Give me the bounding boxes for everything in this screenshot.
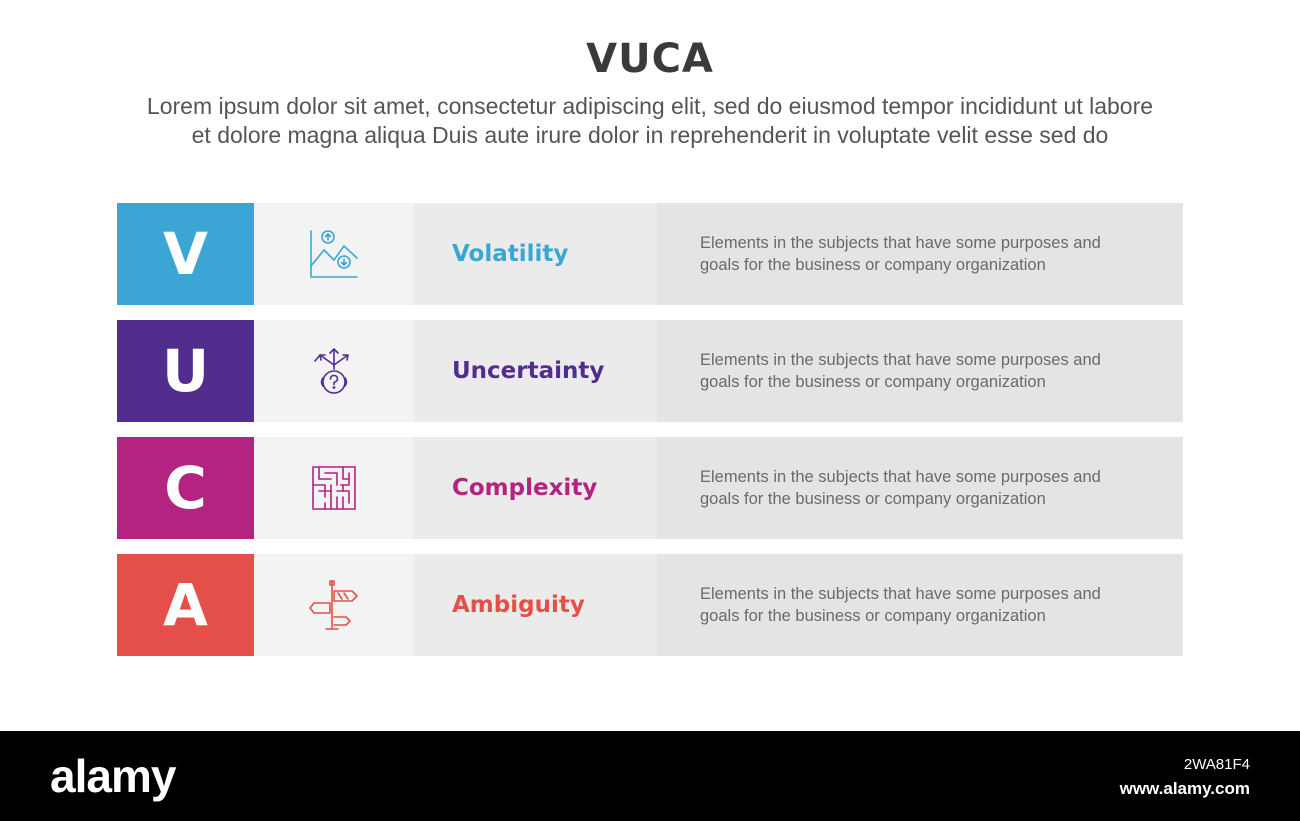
page-subtitle — [40, 92, 1260, 150]
vuca-rows — [117, 203, 1183, 671]
chart-up-down-icon — [308, 228, 360, 280]
description-line-2: goals for the business or company organization — [700, 607, 1046, 625]
description-cell — [657, 437, 1183, 539]
row-uncertainty — [117, 320, 1183, 422]
letter-block-c: C — [117, 437, 254, 539]
description-cell — [657, 203, 1183, 305]
label-ambiguity: Ambiguity — [414, 554, 657, 656]
label-complexity: Complexity — [414, 437, 657, 539]
footer-url: www.alamy.com — [1119, 779, 1250, 798]
letter-block-a: A — [117, 554, 254, 656]
icon-cell — [254, 554, 414, 656]
image-id: 2WA81F4 — [1183, 756, 1250, 773]
description-line-1: Elements in the subjects that have some purposes and — [700, 234, 1101, 252]
page-title: VUCA — [586, 36, 714, 82]
description-line-2: goals for the business or company organization — [700, 490, 1046, 508]
subtitle-line-2: et dolore magna aliqua Duis aute irure dolor in reprehenderit in voluptate velit esse sed do — [191, 122, 1109, 148]
maze-icon — [311, 465, 357, 511]
description-cell — [657, 554, 1183, 656]
description-line-2: goals for the business or company organization — [700, 373, 1046, 391]
alamy-logo: alamy — [50, 750, 176, 802]
row-complexity — [117, 437, 1183, 539]
row-volatility — [117, 203, 1183, 305]
letter-block-v: V — [117, 203, 254, 305]
description-line-2: goals for the business or company organization — [700, 256, 1046, 274]
description-cell — [657, 320, 1183, 422]
footer-info — [1120, 753, 1250, 801]
question-arrows-icon — [310, 345, 358, 397]
watermark-footer — [0, 731, 1300, 821]
label-volatility: Volatility — [414, 203, 657, 305]
icon-cell — [254, 437, 414, 539]
description-line-1: Elements in the subjects that have some purposes and — [700, 468, 1101, 486]
description-line-1: Elements in the subjects that have some purposes and — [700, 585, 1101, 603]
description-line-1: Elements in the subjects that have some purposes and — [700, 351, 1101, 369]
icon-cell — [254, 203, 414, 305]
signpost-icon — [308, 579, 360, 631]
subtitle-line-1: Lorem ipsum dolor sit amet, consectetur adipiscing elit, sed do eiusmod tempor incididunt ut labore — [146, 93, 1154, 119]
label-uncertainty: Uncertainty — [414, 320, 657, 422]
row-ambiguity — [117, 554, 1183, 656]
letter-block-u: U — [117, 320, 254, 422]
icon-cell — [254, 320, 414, 422]
